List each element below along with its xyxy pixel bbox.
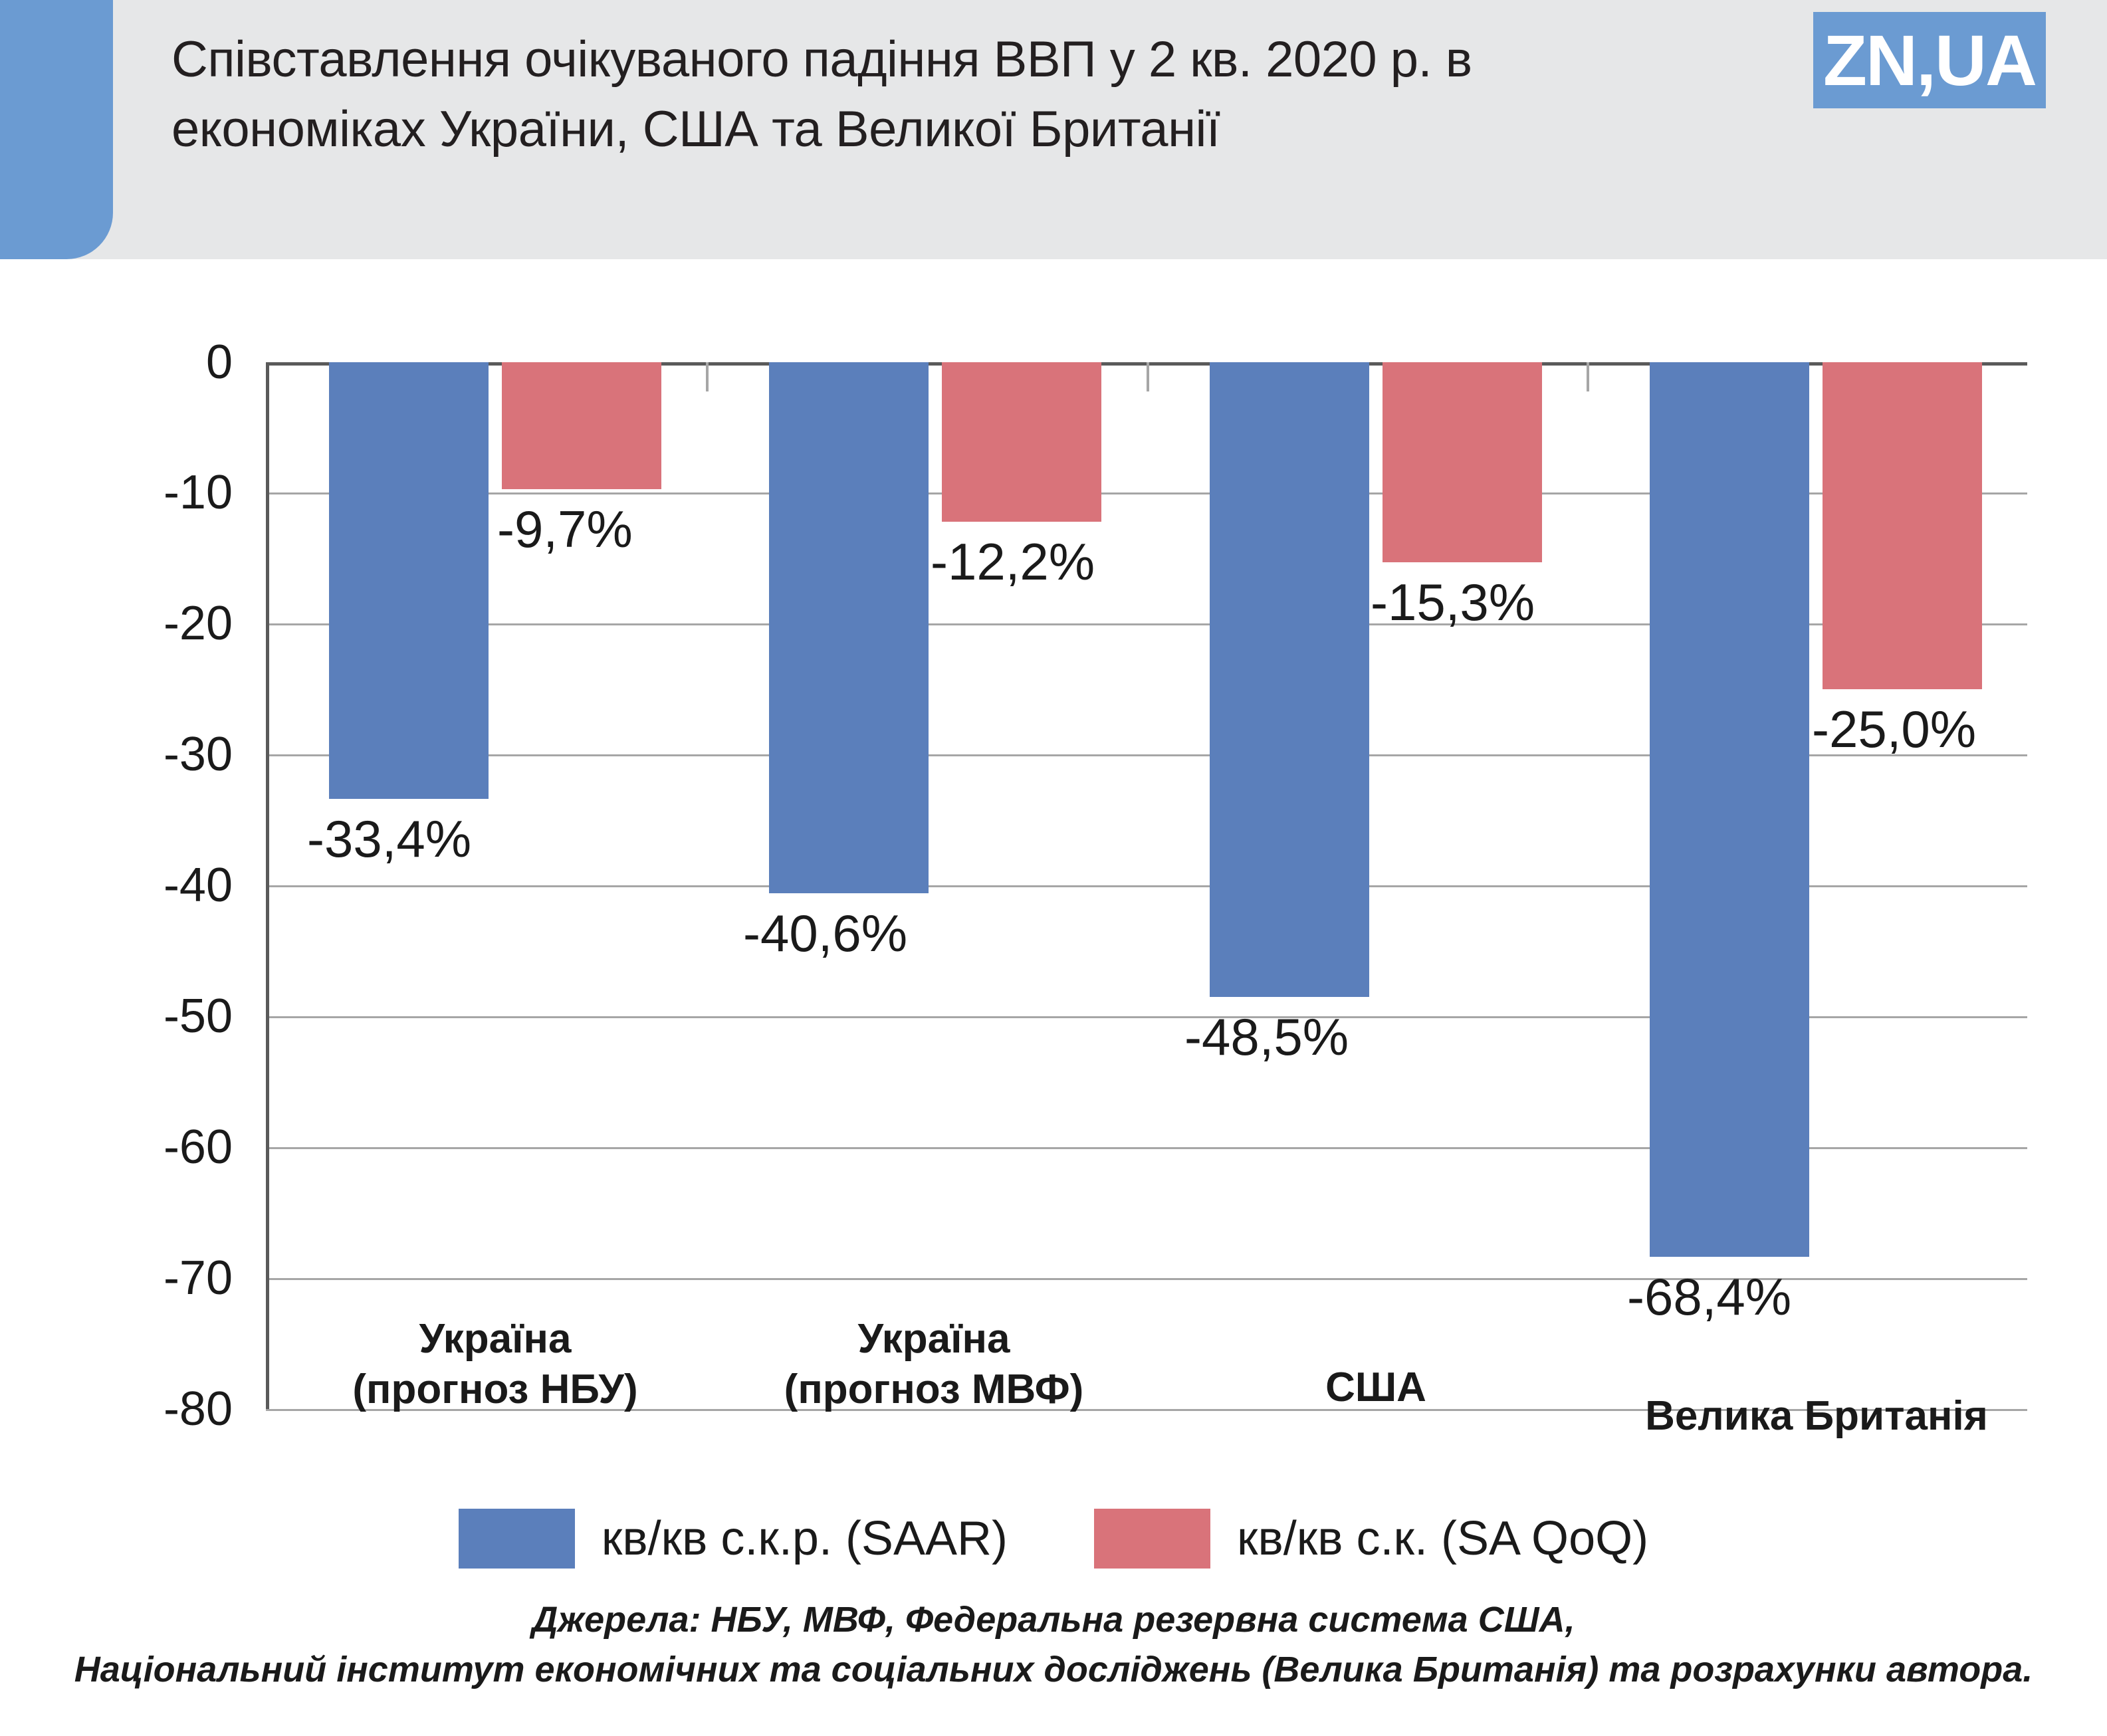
chart-legend	[0, 1489, 2107, 1588]
chart-container	[0, 259, 2107, 1482]
y-tick-label-20: -20	[163, 597, 233, 650]
bar-ua-imf-saar[interactable]	[769, 362, 929, 893]
bar-usa-qoq[interactable]	[1383, 362, 1542, 562]
bar-label-ua-imf-qoq: -12,2%	[931, 532, 1095, 591]
category-label-ua-nbu-line2: (прогноз НБУ)	[352, 1366, 638, 1412]
category-label-usa-line1: США	[1325, 1364, 1426, 1410]
category-separator-1	[706, 362, 709, 391]
category-label-usa	[1173, 1362, 1579, 1413]
category-label-uk	[1614, 1391, 2019, 1442]
legend-item-qoq[interactable]	[1094, 1509, 1648, 1569]
bar-uk-qoq[interactable]	[1823, 362, 1982, 689]
page-title: Співставлення очікуваного падіння ВВП у 2 кв. 2020 р. в економіках України, США та Великої Британії	[171, 31, 1472, 158]
legend-label-qoq: кв/кв с.к. (SA QoQ)	[1236, 1512, 1649, 1565]
source-note	[0, 1595, 2107, 1694]
bar-ua-nbu-qoq[interactable]	[502, 362, 661, 489]
category-label-uk-line1: Велика Британія	[1645, 1393, 1988, 1439]
bar-usa-saar[interactable]	[1210, 362, 1369, 997]
category-separator-3	[1587, 362, 1589, 391]
y-tick-label-30: -30	[163, 728, 233, 781]
legend-item-saar[interactable]	[459, 1509, 1008, 1569]
category-label-ua-nbu	[292, 1314, 698, 1414]
bar-label-ua-nbu-qoq: -9,7%	[497, 500, 633, 558]
bar-label-uk-saar: -68,4%	[1627, 1267, 1792, 1326]
zn-ua-logo: ZN,UA	[1813, 12, 2046, 108]
legend-swatch-red-icon	[1094, 1509, 1210, 1569]
header-banner	[0, 0, 2107, 259]
y-axis-line	[266, 362, 269, 1409]
y-tick-label-10: -10	[163, 466, 233, 519]
source-note-line2: Національний інститут економічних та соціальних досліджень (Велика Британія) та розрахунки автора.	[74, 1649, 2033, 1689]
y-tick-label-50: -50	[163, 990, 233, 1043]
bar-label-ua-imf-saar: -40,6%	[743, 904, 908, 962]
plot-area	[163, 336, 2027, 1439]
category-label-ua-imf-line2: (прогноз МВФ)	[784, 1366, 1084, 1412]
bar-label-uk-qoq: -25,0%	[1812, 700, 1977, 758]
bar-ua-nbu-saar[interactable]	[329, 362, 489, 799]
y-tick-label-80: -80	[163, 1382, 233, 1436]
bar-ua-imf-qoq[interactable]	[942, 362, 1101, 522]
y-tick-label-40: -40	[163, 859, 233, 912]
header-accent-tab	[0, 0, 113, 259]
y-tick-label-0: 0	[205, 336, 233, 389]
category-label-ua-nbu-line1: Україна	[419, 1316, 572, 1362]
bar-label-ua-nbu-saar: -33,4%	[307, 810, 472, 868]
legend-swatch-blue-icon	[459, 1509, 575, 1569]
category-label-ua-imf-line1: Україна	[857, 1316, 1010, 1362]
y-tick-label-60: -60	[163, 1121, 233, 1174]
bar-label-usa-qoq: -15,3%	[1371, 573, 1535, 631]
category-separator-2	[1147, 362, 1149, 391]
y-tick-label-70: -70	[163, 1251, 233, 1305]
bar-uk-saar[interactable]	[1650, 362, 1809, 1257]
legend-label-saar: кв/кв с.к.р. (SAAR)	[601, 1512, 1008, 1565]
source-note-line1: Джерела: НБУ, МВФ, Федеральна резервна система США,	[532, 1600, 1575, 1640]
category-label-ua-imf	[731, 1314, 1137, 1414]
bar-label-usa-saar: -48,5%	[1184, 1008, 1349, 1066]
